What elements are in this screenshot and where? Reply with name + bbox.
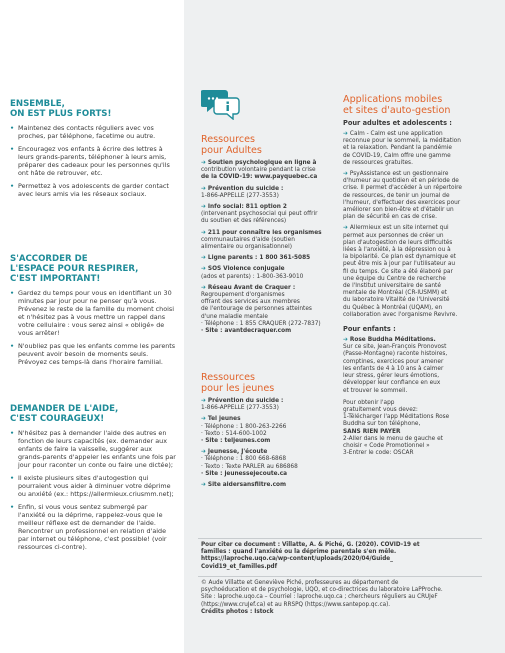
kids-item: [343, 337, 488, 395]
resource-line: la bipolarité. Ce plan est dynamique et: [343, 254, 456, 261]
arrow-icon: ➔: [343, 225, 350, 232]
resource-item: [201, 255, 337, 262]
resource-line: 1-866-APPELLE (277-3553): [201, 192, 279, 199]
section-title: [10, 254, 176, 284]
resource-line: du soutien et des références): [201, 218, 287, 225]
resource-line: · Site : jeunessejecoute.ca: [201, 470, 288, 477]
resource-item: [201, 482, 337, 489]
bullet-item: • Gardez du temps pour vous en identifiant un 30 minutes par jour pour ne penser qu'à vous. Prévenez le reste de la famille du moment choisi et n'hésitez pas à vous mettre un rappel dans votre cellulaire : vous serez ainsi « obligé» de vous arrêter!: [10, 289, 176, 337]
resource-item: [343, 171, 488, 221]
resource-line: de l'entourage de personnes atteintes: [201, 306, 312, 313]
citation-lines: [201, 542, 481, 571]
resource-line: · Site : teljeunes.com: [201, 438, 271, 445]
resource-line: ➔ Site aidersansfiltre.com: [201, 482, 287, 489]
resource-line: · Site : avantdecraquer.com: [201, 328, 292, 335]
arrow-icon: ➔: [343, 131, 350, 137]
divider: [198, 576, 482, 577]
resource-line: Regroupement d'organismes: [201, 292, 285, 299]
title-line: C'EST COURAGEUX!: [10, 414, 105, 424]
resource-line: (intervenant psychosocial qui peut offrir: [201, 211, 318, 218]
section-ensemble: [10, 99, 176, 198]
resource-line: communautaires d'aide (soutien: [201, 236, 295, 243]
apps-subtitle-kids: Pour enfants :: [343, 325, 396, 334]
resource-line: une équipe du Centre de recherche: [343, 275, 446, 282]
resource-line: collaboration avec l'organisme Revivre.: [343, 311, 458, 318]
resource-line: les enfants de 4 à 10 ans à calmer: [343, 365, 444, 372]
resource-line: du Québec à Montréal (UQAM), en: [343, 304, 443, 311]
resource-line: ➔ Prévention du suicide :: [201, 185, 284, 192]
arrow-icon: ➔: [201, 398, 208, 404]
resource-line: ➔ Info social: 811 option 2: [201, 204, 287, 211]
resource-item: [343, 337, 488, 395]
title-line: Ressources: [201, 134, 255, 145]
resource-line: plan de sécurité en cas de crise.: [343, 214, 437, 221]
text-line: Pour citer ce document : Villatte, A. & Piché, G. (2020). COVID-19 et: [201, 542, 420, 548]
resource-line: d'une maladie mentale: [201, 313, 268, 320]
text-line: Covid19_et_familles.pdf: [201, 563, 278, 570]
app-instructions: [343, 400, 488, 458]
section-aide: [10, 404, 176, 551]
resource-line: ➔ SOS Violence conjugale: [201, 266, 285, 273]
bullet-item: • Permettez à vos adolescents de garder contact avec leurs amis via les réseaux sociaux.: [10, 182, 176, 198]
resource-item: [201, 398, 337, 412]
arrow-icon: ➔: [201, 185, 208, 192]
resource-line: 1-866-APPELLE (277-3553): [201, 405, 279, 412]
adult-resources: [201, 134, 337, 335]
apps-resources: [343, 94, 488, 457]
section-title: [10, 404, 176, 424]
resource-line: (Passe-Montagne) raconte histoires,: [343, 351, 448, 358]
resource-item: [201, 416, 337, 445]
text-line: © Aude Villatte et Geneviève Piché, professeures au département de: [201, 580, 399, 586]
resource-line: ➔ PsyAssistance est un gestionnaire: [343, 171, 449, 178]
resource-line: et trouver le sommeil.: [343, 387, 408, 394]
resource-line: l'humeur, d'effectuer des exercices pour: [343, 199, 461, 206]
resource-item: [201, 160, 337, 182]
arrow-icon: ➔: [201, 255, 208, 262]
text-line: 1-Télécharger l'app Méditations Rose: [343, 414, 450, 421]
arrow-icon: ➔: [201, 266, 208, 273]
resource-line: Sur ce site, Jean-François Pronovost: [343, 344, 447, 351]
credits: [201, 580, 481, 616]
arrow-icon: ➔: [201, 160, 208, 166]
youth-items: [201, 398, 337, 489]
app-items: [343, 131, 488, 319]
resource-item: [201, 266, 337, 280]
resource-line: reconnue pour le sommeil, la méditation: [343, 138, 461, 145]
resource-item: [201, 230, 337, 252]
resource-item: [201, 204, 337, 226]
resource-line: alimentaire ou organisationnel): [201, 244, 292, 251]
resource-line: mentale de Montréal (CR-IUSMM) et: [343, 290, 447, 297]
title-line: Ressources: [201, 372, 255, 383]
text-line: 3-Entrer le code: OSCAR: [343, 450, 414, 457]
bullet-item: • N'oubliez pas que les enfants comme les parents peuvent avoir besoin de moments seuls. Prévoyez ces temps-là dans l'horaire familial.: [10, 342, 176, 366]
resource-line: ➔ Ligne parents : 1 800 361-5085: [201, 255, 311, 262]
text-line: Buddha sur ton téléphone,: [343, 421, 421, 428]
arrow-icon: ➔: [201, 284, 208, 291]
resource-line: ➔ Prévention du suicide :: [201, 398, 284, 404]
title-line: pour les jeunes: [201, 383, 275, 394]
title-line: Applications mobiles: [343, 94, 443, 105]
citation: [201, 542, 481, 571]
text-line: 2-Aller dans le menu de gauche et: [343, 435, 443, 442]
text-line: choisir « Code Promotionnel »: [343, 442, 430, 449]
arrow-icon: ➔: [201, 482, 208, 489]
youth-resources: [201, 372, 337, 489]
resource-line: crise. Il permet d'accéder à un répertoire: [343, 185, 463, 192]
resource-line: d'humeur au quotidien et en période de: [343, 178, 459, 185]
resource-line: · Texto : 514-600-1002: [201, 430, 267, 437]
resource-line: liées à l'anxiété, à la dépression ou à: [343, 247, 451, 254]
resource-item: [201, 285, 337, 335]
resource-line: ➔ Réseau Avant de Craquer :: [201, 284, 296, 291]
apps-subtitle-adults: Pour adultes et adolescents :: [343, 119, 452, 127]
title-line: ON EST PLUS FORTS!: [10, 109, 112, 119]
resource-line: offrant des services aux membres: [201, 299, 300, 306]
text-line: Pour obtenir l'app: [343, 399, 395, 406]
resource-line: ➔ Tel jeunes: [201, 416, 241, 423]
resource-line: de ressources gratuites.: [343, 159, 413, 166]
text-line: https://laproche.uqo.ca/wp-content/uploads/2020/04/Guide_: [201, 556, 393, 563]
bullet-item: • Enfin, si vous vous sentez submergé par l'anxiété ou la déprime, rappelez-vous que le meilleur réflexe est de demander de l'aide. Rencontrer un professionnel en relation d'aide par internet ou téléphone, c'est possible! (voir ressources ci-contre).: [10, 503, 176, 551]
resource-item: [343, 131, 488, 167]
title-line: DEMANDER DE L'AIDE,: [10, 404, 119, 414]
resource-line: du laboratoire Vitalité de l'Université: [343, 297, 450, 304]
arrow-icon: ➔: [201, 229, 208, 236]
title-line: et sites d'auto-gestion: [343, 105, 451, 116]
resource-line: comptines, exercices pour amener: [343, 358, 444, 365]
title-line: S'ACCORDER DE: [10, 254, 88, 264]
arrow-icon: ➔: [201, 416, 208, 423]
resource-item: [343, 225, 488, 319]
resource-line: ➔ 211 pour connaître les organismes: [201, 229, 322, 236]
text-line: Crédits photos : Istock: [201, 608, 274, 615]
resource-item: [201, 186, 337, 200]
resource-line: développer leur confiance en eux: [343, 380, 441, 387]
chat-bubbles-icon: [201, 88, 241, 120]
youth-resources-title: [201, 372, 337, 394]
text-line: (https://www.cruJef.ca) et au RRSPQ (https://www.santepop.qc.ca).: [201, 601, 391, 608]
resource-line: de l'Institut universitaire de santé: [343, 283, 441, 290]
resource-line: ➔ Allermieux est un site internet qui: [343, 225, 449, 232]
resource-line: · Téléphone : 1 800 668-6868: [201, 456, 287, 463]
resource-line: ➔ Soutien psychologique en ligne à: [201, 160, 317, 166]
text-line: psychoéducation et de psychologie, UQO, et co-directrices du laboratoire LaPProche.: [201, 587, 443, 594]
text-line: Site : laproche.uqo.ca – Courriel : laproche.uqo.ca ; chercheurs réguliers au CRUJeF: [201, 594, 438, 601]
resource-line: de ressources, de tenir un journal de: [343, 192, 450, 199]
resource-line: et la relaxation. Pendant la pandémie: [343, 145, 452, 152]
credit-lines: [201, 580, 481, 616]
resource-line: leur stress, gérer leurs émotions,: [343, 373, 440, 380]
bullet-item: • Encouragez vos enfants à écrire des lettres à leurs grands-parents, téléphoner à leurs amis, préparer des cadeaux pour les personnes qu'ils ont hâte de retrouver, etc.: [10, 145, 176, 177]
resource-line: · Téléphone : 1 800-263-2266: [201, 423, 287, 430]
resource-line: de COVID-19, Calm offre une gamme: [343, 152, 451, 159]
left-column: [0, 0, 184, 653]
title-line: pour Adultes: [201, 145, 262, 156]
text-line: familles : quand l'anxiété ou la déprime parentale s'en mêle.: [201, 549, 397, 556]
arrow-icon: ➔: [201, 449, 208, 456]
text-line: gratuitement vous devez:: [343, 406, 418, 413]
bullet-item: • N'hésitez pas à demander l'aide des autres en fonction de leurs capacités (ex. demander aux enfants de faire la vaisselle, suggérer aux grands-parents d'appeler les enfants une fois par jour pour raconter un conte ou faire une dictée);: [10, 429, 176, 469]
arrow-icon: ➔: [343, 337, 350, 344]
resource-line: de la COVID-19: www.payquebec.ca: [201, 174, 318, 181]
adult-items: [201, 160, 337, 335]
resource-item: [201, 449, 337, 478]
title-line: L'ESPACE POUR RESPIRER,: [10, 264, 139, 274]
arrow-icon: ➔: [201, 204, 208, 211]
adult-resources-title: [201, 134, 337, 156]
resource-line: (ados et parents) : 1-800-363-9010: [201, 273, 304, 280]
title-line: C'EST IMPORTANT!: [10, 274, 101, 284]
resource-line: ➔ Calm - Calm est une application: [343, 131, 443, 137]
divider: [198, 538, 482, 539]
apps-title: [343, 94, 488, 116]
bullet-item: • Maintenez des contacts réguliers avec vos proches, par téléphone, facetime ou autre.: [10, 124, 176, 140]
resource-line: · Téléphone : 1 855 CRAQUER (272-7837): [201, 320, 321, 327]
section-title: [10, 99, 176, 119]
section-espace: [10, 254, 176, 366]
text-line: SANS RIEN PAYER: [343, 428, 401, 435]
resource-line: ➔ Rose Buddha Méditations.: [343, 337, 436, 344]
resource-line: plan d'autogestion de leurs difficultés: [343, 239, 453, 246]
bullet-item: • Il existe plusieurs sites d'autogestion qui pourraient vous aider à diminuer votre déprime ou anxiété (ex.: https://allermieux.criusmm.net);: [10, 474, 176, 498]
resource-line: fil du temps. Ce site a été élaboré par: [343, 268, 453, 275]
title-line: ENSEMBLE,: [10, 99, 65, 109]
resource-line: améliorer son bien-être et d'établir un: [343, 207, 454, 214]
resource-line: · Texto : Texte PARLER au 686868: [201, 463, 298, 470]
arrow-icon: ➔: [343, 171, 350, 178]
resource-line: peut être mis à jour par l'utilisateur au: [343, 261, 456, 268]
resource-line: contribution volontaire pendant la crise: [201, 167, 316, 174]
resource-line: ➔ Jeunesse, J'écoute: [201, 449, 268, 456]
resource-line: permet aux personnes de créer un: [343, 232, 444, 239]
